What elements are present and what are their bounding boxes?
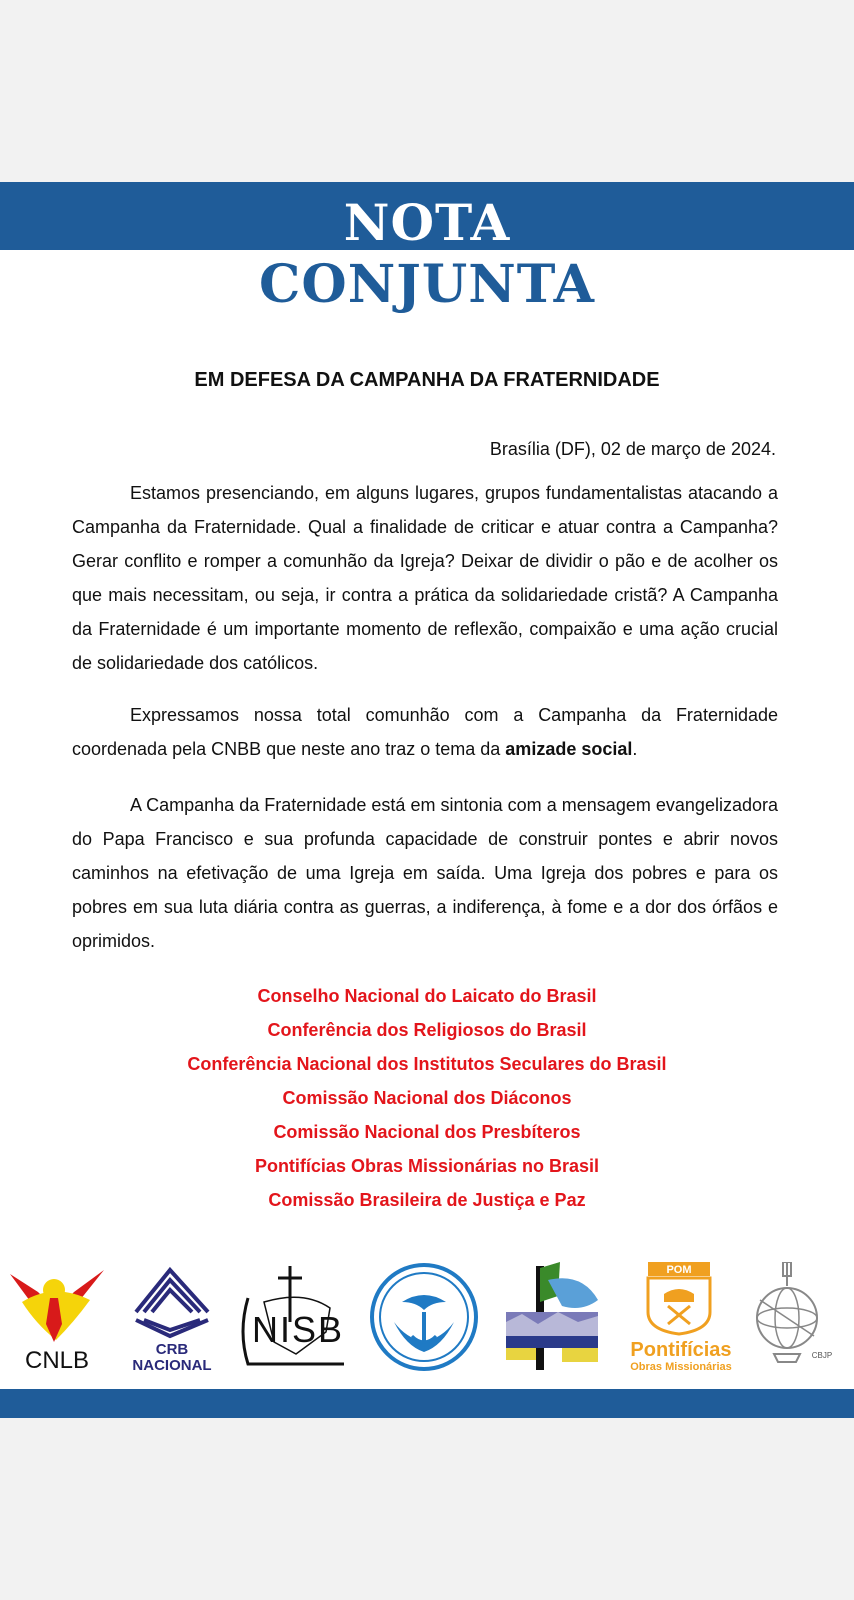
paragraph-2-text: Expressamos nossa total comunhão com a Campanha da Fraternidade coordenada pela CNBB que neste ano traz o tema da (72, 705, 778, 759)
crb-logo-text-2: NACIONAL (132, 1357, 212, 1372)
paragraph-2-end: . (632, 739, 638, 759)
crb-logo (128, 1262, 224, 1372)
date-line: Brasília (DF), 02 de março de 2024. (489, 439, 776, 459)
signatory: Comissão Nacional dos Presbíteros (273, 1122, 581, 1142)
signatories-list (0, 979, 854, 1217)
paragraph-2-bold: amizade social (505, 739, 633, 759)
crb-logo-text-1: CRB (155, 1341, 189, 1358)
cnisb-logo (234, 1262, 354, 1372)
cbjp-logo-text: CBJP (811, 1351, 833, 1360)
pom-badge-text: POM (666, 1264, 692, 1276)
cbjp-logo (754, 1262, 834, 1372)
cnlb-logo (4, 1262, 110, 1372)
logo-strip (0, 1262, 854, 1372)
cnlb-logo-text: CNLB (24, 1347, 90, 1372)
signatory: Comissão Nacional dos Diáconos (282, 1088, 572, 1108)
document-page (0, 182, 854, 1418)
presbiteros-logo (502, 1262, 602, 1372)
pom-logo (618, 1262, 744, 1372)
signatory: Conferência dos Religiosos do Brasil (267, 1020, 587, 1040)
paragraph-1: Estamos presenciando, em alguns lugares, grupos fundamentalistas atacando a Campanha da Fraternidade. Qual a finalidade de criticar e atuar contra a Campanha? Gerar conflito e romper a comunhão da Igreja? Deixar de dividir o pão e de acolher os que mais necessitam, ou seja, ir contra a prática da solidariedade cristã? A Campanha da Fraternidade é um importante momento de reflexão, compaixão e uma ação crucial de solidariedade dos católicos. (72, 483, 778, 673)
diaconos-logo (366, 1262, 482, 1372)
cnisb-logo-text: NISB (251, 1309, 345, 1350)
pom-logo-text-1: Pontifícias (630, 1339, 732, 1361)
signatory: Conferência Nacional dos Institutos Seculares do Brasil (187, 1054, 667, 1074)
subtitle: EM DEFESA DA CAMPANHA DA FRATERNIDADE (194, 369, 660, 391)
pom-logo-text-2: Obras Missionárias (630, 1361, 732, 1372)
paragraph-2 (72, 698, 778, 766)
signatory: Comissão Brasileira de Justiça e Paz (268, 1190, 586, 1210)
signatory: Pontifícias Obras Missionárias no Brasil (254, 1156, 600, 1176)
title-line-1: NOTA (343, 193, 511, 252)
paragraph-3: A Campanha da Fraternidade está em sintonia com a mensagem evangelizadora do Papa Francisco e sua profunda capacidade de construir pontes e abrir novos caminhos na efetivação de uma Igreja em saída. Uma Igreja dos pobres e para os pobres em sua luta diária contra as guerras, a indiferença, à fome e a dor dos órfãos e oprimidos. (72, 795, 778, 951)
signatory: Conselho Nacional do Laicato do Brasil (257, 986, 597, 1006)
title-line-2: CONJUNTA (259, 254, 595, 315)
footer-band (0, 1389, 854, 1418)
